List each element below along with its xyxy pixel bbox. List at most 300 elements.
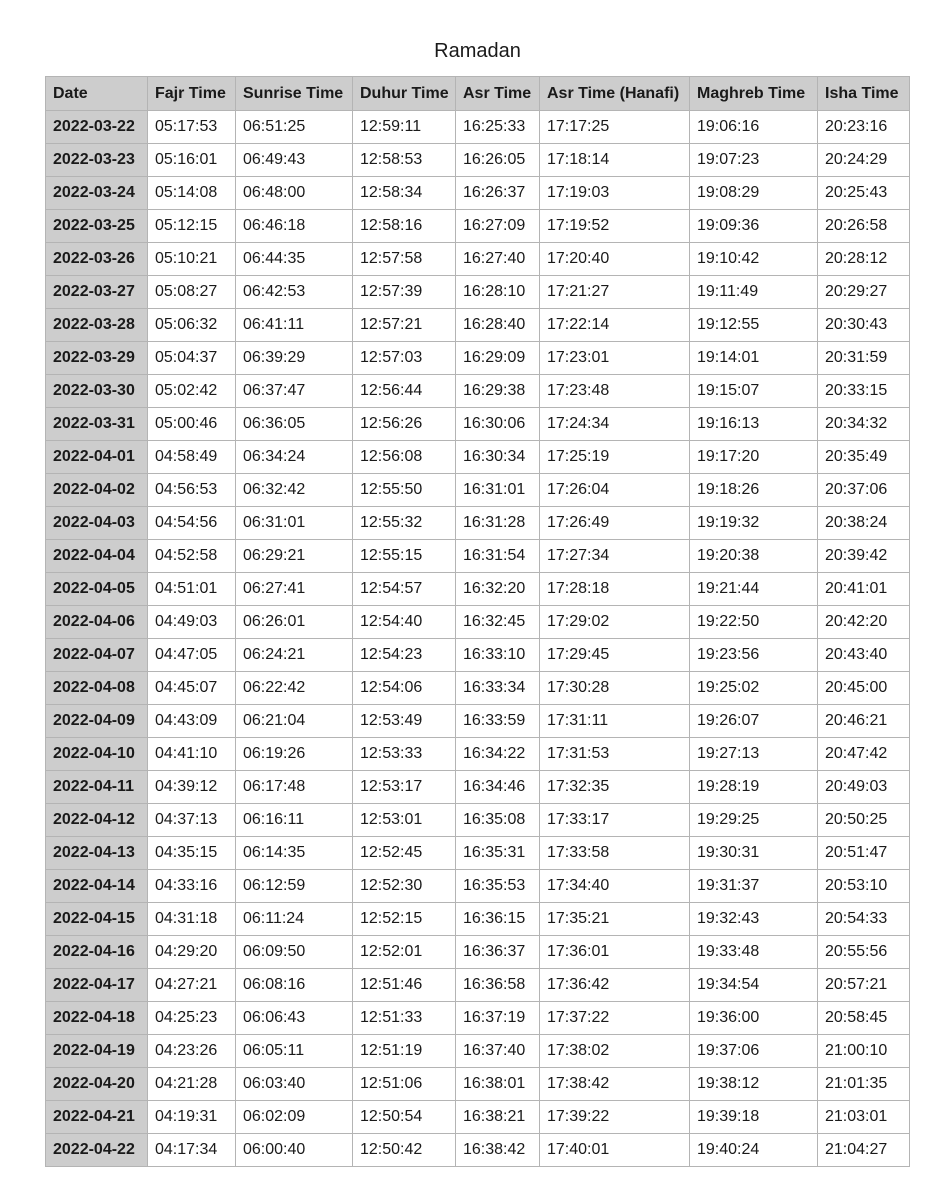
sunrise-cell: 06:22:42 (236, 672, 353, 705)
maghreb-cell: 19:15:07 (690, 375, 818, 408)
asr-hanafi-cell: 17:32:35 (540, 771, 690, 804)
date-cell: 2022-03-30 (46, 375, 148, 408)
maghreb-cell: 19:06:16 (690, 111, 818, 144)
fajr-cell: 05:16:01 (148, 144, 236, 177)
isha-cell: 20:42:20 (818, 606, 910, 639)
isha-cell: 20:55:56 (818, 936, 910, 969)
date-cell: 2022-03-27 (46, 276, 148, 309)
asr-hanafi-cell: 17:26:49 (540, 507, 690, 540)
date-cell: 2022-04-07 (46, 639, 148, 672)
asr-cell: 16:36:15 (456, 903, 540, 936)
asr-hanafi-cell: 17:33:58 (540, 837, 690, 870)
prayer-times-table (45, 76, 910, 1167)
asr-cell: 16:28:10 (456, 276, 540, 309)
asr-hanafi-cell: 17:40:01 (540, 1134, 690, 1167)
duhur-cell: 12:53:49 (353, 705, 456, 738)
sunrise-cell: 06:06:43 (236, 1002, 353, 1035)
asr-cell: 16:30:06 (456, 408, 540, 441)
duhur-cell: 12:57:03 (353, 342, 456, 375)
date-cell: 2022-03-24 (46, 177, 148, 210)
asr-hanafi-cell: 17:25:19 (540, 441, 690, 474)
fajr-cell: 04:35:15 (148, 837, 236, 870)
sunrise-cell: 06:37:47 (236, 375, 353, 408)
isha-cell: 20:58:45 (818, 1002, 910, 1035)
sunrise-cell: 06:31:01 (236, 507, 353, 540)
fajr-cell: 04:27:21 (148, 969, 236, 1002)
asr-cell: 16:35:08 (456, 804, 540, 837)
isha-cell: 20:54:33 (818, 903, 910, 936)
date-cell: 2022-04-08 (46, 672, 148, 705)
asr-cell: 16:31:28 (456, 507, 540, 540)
table-row (46, 177, 910, 210)
maghreb-cell: 19:10:42 (690, 243, 818, 276)
column-header-asr: Asr Time (456, 77, 540, 111)
date-cell: 2022-03-29 (46, 342, 148, 375)
asr-hanafi-cell: 17:29:02 (540, 606, 690, 639)
fajr-cell: 05:14:08 (148, 177, 236, 210)
duhur-cell: 12:50:54 (353, 1101, 456, 1134)
duhur-cell: 12:59:11 (353, 111, 456, 144)
fajr-cell: 04:43:09 (148, 705, 236, 738)
duhur-cell: 12:58:53 (353, 144, 456, 177)
asr-hanafi-cell: 17:17:25 (540, 111, 690, 144)
isha-cell: 20:31:59 (818, 342, 910, 375)
duhur-cell: 12:51:46 (353, 969, 456, 1002)
isha-cell: 20:35:49 (818, 441, 910, 474)
asr-cell: 16:36:58 (456, 969, 540, 1002)
asr-cell: 16:26:37 (456, 177, 540, 210)
fajr-cell: 04:41:10 (148, 738, 236, 771)
isha-cell: 20:53:10 (818, 870, 910, 903)
fajr-cell: 04:58:49 (148, 441, 236, 474)
duhur-cell: 12:54:06 (353, 672, 456, 705)
asr-hanafi-cell: 17:29:45 (540, 639, 690, 672)
sunrise-cell: 06:02:09 (236, 1101, 353, 1134)
fajr-cell: 04:56:53 (148, 474, 236, 507)
asr-cell: 16:32:20 (456, 573, 540, 606)
asr-cell: 16:33:10 (456, 639, 540, 672)
asr-hanafi-cell: 17:26:04 (540, 474, 690, 507)
asr-cell: 16:35:31 (456, 837, 540, 870)
table-row (46, 144, 910, 177)
table-row (46, 408, 910, 441)
date-cell: 2022-04-14 (46, 870, 148, 903)
fajr-cell: 05:06:32 (148, 309, 236, 342)
maghreb-cell: 19:33:48 (690, 936, 818, 969)
sunrise-cell: 06:51:25 (236, 111, 353, 144)
date-cell: 2022-04-01 (46, 441, 148, 474)
table-row (46, 804, 910, 837)
sunrise-cell: 06:03:40 (236, 1068, 353, 1101)
date-cell: 2022-04-16 (46, 936, 148, 969)
asr-hanafi-cell: 17:33:17 (540, 804, 690, 837)
fajr-cell: 04:17:34 (148, 1134, 236, 1167)
table-header-row (46, 77, 910, 111)
duhur-cell: 12:56:08 (353, 441, 456, 474)
asr-cell: 16:38:42 (456, 1134, 540, 1167)
table-row (46, 771, 910, 804)
fajr-cell: 04:21:28 (148, 1068, 236, 1101)
column-header-duhur: Duhur Time (353, 77, 456, 111)
table-row (46, 870, 910, 903)
maghreb-cell: 19:14:01 (690, 342, 818, 375)
sunrise-cell: 06:39:29 (236, 342, 353, 375)
maghreb-cell: 19:31:37 (690, 870, 818, 903)
date-cell: 2022-03-31 (46, 408, 148, 441)
date-cell: 2022-04-21 (46, 1101, 148, 1134)
maghreb-cell: 19:18:26 (690, 474, 818, 507)
table-row (46, 705, 910, 738)
duhur-cell: 12:51:33 (353, 1002, 456, 1035)
maghreb-cell: 19:38:12 (690, 1068, 818, 1101)
date-cell: 2022-04-17 (46, 969, 148, 1002)
sunrise-cell: 06:41:11 (236, 309, 353, 342)
table-row (46, 375, 910, 408)
duhur-cell: 12:50:42 (353, 1134, 456, 1167)
maghreb-cell: 19:34:54 (690, 969, 818, 1002)
asr-hanafi-cell: 17:19:03 (540, 177, 690, 210)
sunrise-cell: 06:48:00 (236, 177, 353, 210)
sunrise-cell: 06:44:35 (236, 243, 353, 276)
asr-hanafi-cell: 17:28:18 (540, 573, 690, 606)
table-row (46, 474, 910, 507)
maghreb-cell: 19:09:36 (690, 210, 818, 243)
maghreb-cell: 19:37:06 (690, 1035, 818, 1068)
duhur-cell: 12:51:19 (353, 1035, 456, 1068)
asr-cell: 16:27:09 (456, 210, 540, 243)
asr-cell: 16:37:19 (456, 1002, 540, 1035)
isha-cell: 21:04:27 (818, 1134, 910, 1167)
asr-hanafi-cell: 17:23:48 (540, 375, 690, 408)
duhur-cell: 12:52:15 (353, 903, 456, 936)
fajr-cell: 04:31:18 (148, 903, 236, 936)
asr-hanafi-cell: 17:37:22 (540, 1002, 690, 1035)
isha-cell: 20:26:58 (818, 210, 910, 243)
isha-cell: 20:51:47 (818, 837, 910, 870)
maghreb-cell: 19:39:18 (690, 1101, 818, 1134)
column-header-maghreb: Maghreb Time (690, 77, 818, 111)
table-row (46, 441, 910, 474)
isha-cell: 20:41:01 (818, 573, 910, 606)
asr-cell: 16:32:45 (456, 606, 540, 639)
table-row (46, 672, 910, 705)
fajr-cell: 04:33:16 (148, 870, 236, 903)
asr-cell: 16:38:21 (456, 1101, 540, 1134)
fajr-cell: 05:12:15 (148, 210, 236, 243)
isha-cell: 20:28:12 (818, 243, 910, 276)
duhur-cell: 12:56:44 (353, 375, 456, 408)
sunrise-cell: 06:26:01 (236, 606, 353, 639)
table-row (46, 837, 910, 870)
duhur-cell: 12:51:06 (353, 1068, 456, 1101)
asr-cell: 16:35:53 (456, 870, 540, 903)
isha-cell: 20:43:40 (818, 639, 910, 672)
table-row (46, 969, 910, 1002)
date-cell: 2022-03-28 (46, 309, 148, 342)
table-row (46, 606, 910, 639)
maghreb-cell: 19:07:23 (690, 144, 818, 177)
fajr-cell: 04:49:03 (148, 606, 236, 639)
sunrise-cell: 06:19:26 (236, 738, 353, 771)
asr-hanafi-cell: 17:30:28 (540, 672, 690, 705)
maghreb-cell: 19:22:50 (690, 606, 818, 639)
column-header-fajr: Fajr Time (148, 77, 236, 111)
page-title: Ramadan (434, 40, 521, 62)
sunrise-cell: 06:14:35 (236, 837, 353, 870)
duhur-cell: 12:54:57 (353, 573, 456, 606)
maghreb-cell: 19:11:49 (690, 276, 818, 309)
isha-cell: 20:47:42 (818, 738, 910, 771)
fajr-cell: 04:52:58 (148, 540, 236, 573)
date-cell: 2022-04-13 (46, 837, 148, 870)
fajr-cell: 04:39:12 (148, 771, 236, 804)
isha-cell: 20:33:15 (818, 375, 910, 408)
duhur-cell: 12:57:58 (353, 243, 456, 276)
fajr-cell: 04:25:23 (148, 1002, 236, 1035)
maghreb-cell: 19:19:32 (690, 507, 818, 540)
maghreb-cell: 19:23:56 (690, 639, 818, 672)
table-row (46, 1035, 910, 1068)
date-cell: 2022-04-06 (46, 606, 148, 639)
asr-cell: 16:37:40 (456, 1035, 540, 1068)
asr-cell: 16:26:05 (456, 144, 540, 177)
column-header-asr-hanafi: Asr Time (Hanafi) (540, 77, 690, 111)
duhur-cell: 12:54:23 (353, 639, 456, 672)
asr-hanafi-cell: 17:27:34 (540, 540, 690, 573)
sunrise-cell: 06:05:11 (236, 1035, 353, 1068)
fajr-cell: 04:23:26 (148, 1035, 236, 1068)
table-row (46, 936, 910, 969)
asr-hanafi-cell: 17:20:40 (540, 243, 690, 276)
maghreb-cell: 19:27:13 (690, 738, 818, 771)
duhur-cell: 12:53:33 (353, 738, 456, 771)
fajr-cell: 05:02:42 (148, 375, 236, 408)
asr-cell: 16:31:01 (456, 474, 540, 507)
asr-cell: 16:38:01 (456, 1068, 540, 1101)
table-row (46, 639, 910, 672)
fajr-cell: 05:17:53 (148, 111, 236, 144)
maghreb-cell: 19:28:19 (690, 771, 818, 804)
isha-cell: 20:39:42 (818, 540, 910, 573)
sunrise-cell: 06:12:59 (236, 870, 353, 903)
isha-cell: 21:03:01 (818, 1101, 910, 1134)
sunrise-cell: 06:16:11 (236, 804, 353, 837)
asr-hanafi-cell: 17:19:52 (540, 210, 690, 243)
table-row (46, 903, 910, 936)
table-row (46, 111, 910, 144)
asr-hanafi-cell: 17:38:42 (540, 1068, 690, 1101)
isha-cell: 20:25:43 (818, 177, 910, 210)
duhur-cell: 12:57:39 (353, 276, 456, 309)
isha-cell: 20:23:16 (818, 111, 910, 144)
isha-cell: 20:49:03 (818, 771, 910, 804)
fajr-cell: 04:19:31 (148, 1101, 236, 1134)
fajr-cell: 04:47:05 (148, 639, 236, 672)
isha-cell: 20:50:25 (818, 804, 910, 837)
sunrise-cell: 06:00:40 (236, 1134, 353, 1167)
asr-hanafi-cell: 17:39:22 (540, 1101, 690, 1134)
asr-cell: 16:30:34 (456, 441, 540, 474)
fajr-cell: 04:54:56 (148, 507, 236, 540)
table-row (46, 342, 910, 375)
duhur-cell: 12:55:32 (353, 507, 456, 540)
isha-cell: 20:34:32 (818, 408, 910, 441)
date-cell: 2022-04-12 (46, 804, 148, 837)
sunrise-cell: 06:21:04 (236, 705, 353, 738)
asr-hanafi-cell: 17:36:01 (540, 936, 690, 969)
fajr-cell: 05:00:46 (148, 408, 236, 441)
sunrise-cell: 06:08:16 (236, 969, 353, 1002)
fajr-cell: 04:51:01 (148, 573, 236, 606)
asr-hanafi-cell: 17:23:01 (540, 342, 690, 375)
duhur-cell: 12:53:17 (353, 771, 456, 804)
date-cell: 2022-04-03 (46, 507, 148, 540)
date-cell: 2022-04-22 (46, 1134, 148, 1167)
fajr-cell: 05:10:21 (148, 243, 236, 276)
duhur-cell: 12:53:01 (353, 804, 456, 837)
isha-cell: 20:24:29 (818, 144, 910, 177)
date-cell: 2022-03-22 (46, 111, 148, 144)
asr-cell: 16:34:22 (456, 738, 540, 771)
column-header-sunrise: Sunrise Time (236, 77, 353, 111)
asr-hanafi-cell: 17:22:14 (540, 309, 690, 342)
asr-cell: 16:25:33 (456, 111, 540, 144)
asr-hanafi-cell: 17:31:53 (540, 738, 690, 771)
maghreb-cell: 19:08:29 (690, 177, 818, 210)
date-cell: 2022-03-26 (46, 243, 148, 276)
table-row (46, 1101, 910, 1134)
asr-cell: 16:27:40 (456, 243, 540, 276)
asr-cell: 16:29:38 (456, 375, 540, 408)
sunrise-cell: 06:34:24 (236, 441, 353, 474)
isha-cell: 20:38:24 (818, 507, 910, 540)
maghreb-cell: 19:16:13 (690, 408, 818, 441)
date-cell: 2022-04-02 (46, 474, 148, 507)
date-cell: 2022-04-11 (46, 771, 148, 804)
isha-cell: 21:01:35 (818, 1068, 910, 1101)
maghreb-cell: 19:12:55 (690, 309, 818, 342)
asr-hanafi-cell: 17:31:11 (540, 705, 690, 738)
maghreb-cell: 19:29:25 (690, 804, 818, 837)
table-row (46, 738, 910, 771)
sunrise-cell: 06:46:18 (236, 210, 353, 243)
duhur-cell: 12:58:16 (353, 210, 456, 243)
table-body (46, 111, 910, 1167)
date-cell: 2022-04-05 (46, 573, 148, 606)
fajr-cell: 04:37:13 (148, 804, 236, 837)
isha-cell: 20:46:21 (818, 705, 910, 738)
maghreb-cell: 19:30:31 (690, 837, 818, 870)
asr-cell: 16:33:34 (456, 672, 540, 705)
sunrise-cell: 06:29:21 (236, 540, 353, 573)
table-row (46, 1068, 910, 1101)
date-cell: 2022-04-20 (46, 1068, 148, 1101)
maghreb-cell: 19:21:44 (690, 573, 818, 606)
date-cell: 2022-03-23 (46, 144, 148, 177)
asr-cell: 16:36:37 (456, 936, 540, 969)
isha-cell: 20:30:43 (818, 309, 910, 342)
asr-hanafi-cell: 17:38:02 (540, 1035, 690, 1068)
sunrise-cell: 06:24:21 (236, 639, 353, 672)
asr-hanafi-cell: 17:35:21 (540, 903, 690, 936)
duhur-cell: 12:54:40 (353, 606, 456, 639)
date-cell: 2022-04-15 (46, 903, 148, 936)
asr-hanafi-cell: 17:18:14 (540, 144, 690, 177)
table-row (46, 1002, 910, 1035)
asr-cell: 16:34:46 (456, 771, 540, 804)
table-row (46, 276, 910, 309)
sunrise-cell: 06:36:05 (236, 408, 353, 441)
maghreb-cell: 19:20:38 (690, 540, 818, 573)
asr-hanafi-cell: 17:34:40 (540, 870, 690, 903)
asr-cell: 16:33:59 (456, 705, 540, 738)
asr-cell: 16:28:40 (456, 309, 540, 342)
table-row (46, 243, 910, 276)
isha-cell: 20:29:27 (818, 276, 910, 309)
duhur-cell: 12:55:50 (353, 474, 456, 507)
date-cell: 2022-04-04 (46, 540, 148, 573)
maghreb-cell: 19:17:20 (690, 441, 818, 474)
date-cell: 2022-03-25 (46, 210, 148, 243)
sunrise-cell: 06:17:48 (236, 771, 353, 804)
asr-cell: 16:29:09 (456, 342, 540, 375)
isha-cell: 21:00:10 (818, 1035, 910, 1068)
maghreb-cell: 19:40:24 (690, 1134, 818, 1167)
date-cell: 2022-04-19 (46, 1035, 148, 1068)
table-row (46, 507, 910, 540)
sunrise-cell: 06:49:43 (236, 144, 353, 177)
isha-cell: 20:57:21 (818, 969, 910, 1002)
duhur-cell: 12:56:26 (353, 408, 456, 441)
date-cell: 2022-04-09 (46, 705, 148, 738)
table-row (46, 210, 910, 243)
duhur-cell: 12:52:01 (353, 936, 456, 969)
sunrise-cell: 06:32:42 (236, 474, 353, 507)
sunrise-cell: 06:27:41 (236, 573, 353, 606)
sunrise-cell: 06:11:24 (236, 903, 353, 936)
maghreb-cell: 19:32:43 (690, 903, 818, 936)
asr-hanafi-cell: 17:24:34 (540, 408, 690, 441)
isha-cell: 20:37:06 (818, 474, 910, 507)
maghreb-cell: 19:36:00 (690, 1002, 818, 1035)
asr-hanafi-cell: 17:21:27 (540, 276, 690, 309)
fajr-cell: 04:45:07 (148, 672, 236, 705)
fajr-cell: 05:04:37 (148, 342, 236, 375)
fajr-cell: 05:08:27 (148, 276, 236, 309)
table-row (46, 573, 910, 606)
date-cell: 2022-04-18 (46, 1002, 148, 1035)
duhur-cell: 12:57:21 (353, 309, 456, 342)
duhur-cell: 12:52:30 (353, 870, 456, 903)
fajr-cell: 04:29:20 (148, 936, 236, 969)
maghreb-cell: 19:25:02 (690, 672, 818, 705)
date-cell: 2022-04-10 (46, 738, 148, 771)
duhur-cell: 12:52:45 (353, 837, 456, 870)
asr-cell: 16:31:54 (456, 540, 540, 573)
table-row (46, 540, 910, 573)
column-header-isha: Isha Time (818, 77, 910, 111)
sunrise-cell: 06:42:53 (236, 276, 353, 309)
table-row (46, 309, 910, 342)
column-header-date: Date (46, 77, 148, 111)
table-row (46, 1134, 910, 1167)
asr-hanafi-cell: 17:36:42 (540, 969, 690, 1002)
duhur-cell: 12:58:34 (353, 177, 456, 210)
sunrise-cell: 06:09:50 (236, 936, 353, 969)
duhur-cell: 12:55:15 (353, 540, 456, 573)
isha-cell: 20:45:00 (818, 672, 910, 705)
maghreb-cell: 19:26:07 (690, 705, 818, 738)
